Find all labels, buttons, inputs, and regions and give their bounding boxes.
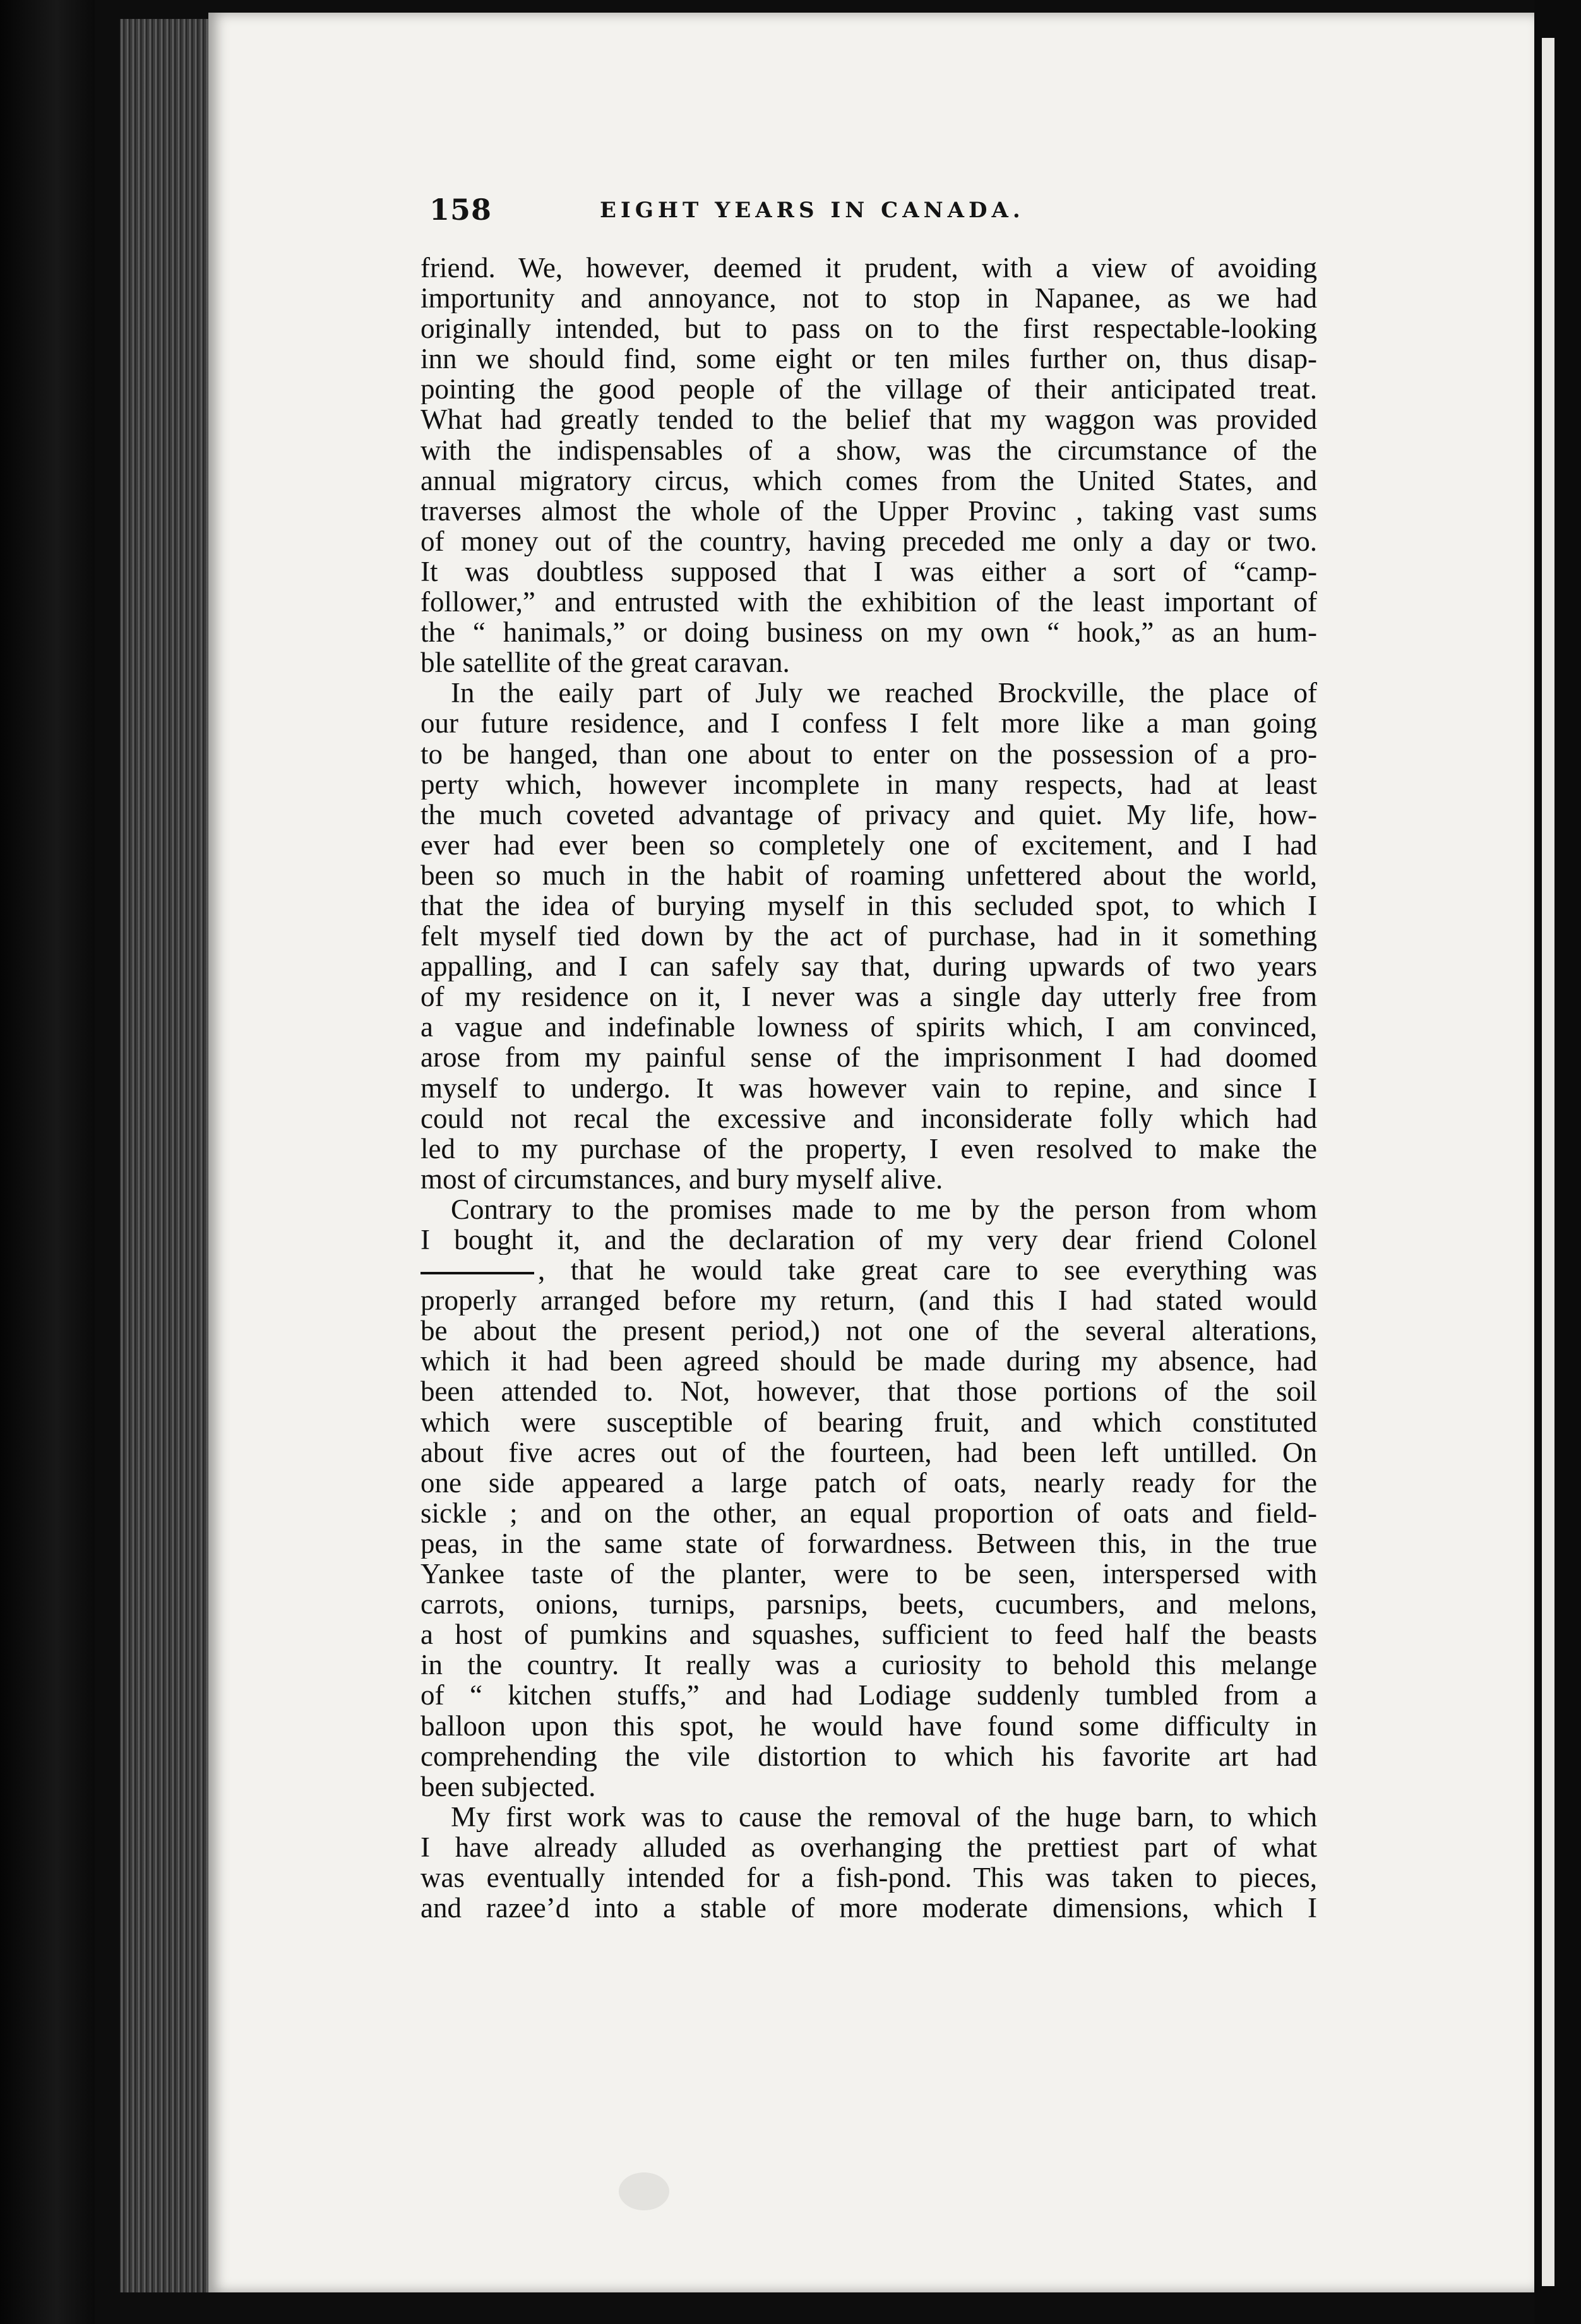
next-page-edge [1542, 38, 1554, 2286]
paragraph-start-line: Contrary to the promises made to me by the person from whom [451, 1194, 1317, 1225]
text-line: ever had ever been so completely one of excitement, and I had [421, 829, 1317, 860]
text-line: been so much in the habit of roaming unfettered about the world, [421, 860, 1317, 890]
book-spine-shadow [0, 0, 95, 2324]
text-line: be about the present period,) not one of the several alterations, [421, 1315, 1317, 1346]
page-number: 158 [429, 193, 492, 227]
paper-smudge [619, 2172, 669, 2210]
text-line: sickle ; and on the other, an equal proportion of oats and field- [421, 1497, 1317, 1528]
text-line: and razee’d into a stable of more moderate dimensions, which I [421, 1893, 1317, 1924]
text-line: Yankee taste of the planter, were to be seen, interspersed with [421, 1559, 1317, 1590]
text-line: balloon upon this spot, he would have found some difficulty in [421, 1710, 1317, 1741]
text-line: It was doubtless supposed that I was either a sort of “camp- [421, 556, 1317, 587]
text-line: about five acres out of the fourteen, had been left untilled. On [421, 1437, 1317, 1468]
text-line: follower,” and entrusted with the exhibition of the least important of [421, 587, 1317, 618]
text-line: a vague and indefinable lowness of spirits which, I am convinced, [421, 1012, 1317, 1043]
page-edges [120, 19, 221, 2292]
text-line: that the idea of burying myself in this secluded spot, to which I [421, 890, 1317, 921]
text-line: of my residence on it, I never was a single day utterly free from [421, 981, 1317, 1012]
text-line: importunity and annoyance, not to stop in Napanee, as we had [421, 283, 1317, 314]
text-line: was eventually intended for a fish-pond. This was taken to pieces, [421, 1862, 1317, 1893]
running-head: EIGHT YEARS IN CANADA. [600, 198, 1025, 223]
blank-dash [421, 1272, 534, 1274]
text-line: perty which, however incomplete in many respects, had at least [421, 769, 1317, 800]
text-line: I have already alluded as overhanging the prettiest part of what [421, 1831, 1317, 1862]
text-line: comprehending the vile distortion to which his favorite art had [421, 1740, 1317, 1771]
paragraph-start-line: My first work was to cause the removal of the huge barn, to which [451, 1801, 1317, 1832]
text-line: been attended to. Not, however, that those portions of the soil [421, 1376, 1317, 1407]
text-line: properly arranged before my return, (and this I had stated would [421, 1285, 1317, 1316]
text-line: of money out of the country, having preceded me only a day or two. [421, 525, 1317, 556]
text-line: originally intended, but to pass on to the first respectable-looking [421, 313, 1317, 344]
text-line: felt myself tied down by the act of purchase, had in it something [421, 921, 1317, 952]
text-line: led to my purchase of the property, I even resolved to make the [421, 1133, 1317, 1164]
text-line: peas, in the same state of forwardness. Between this, in the true [421, 1528, 1317, 1559]
text-line: annual migratory circus, which comes from the United States, and [421, 465, 1317, 496]
text-line: a host of pumkins and squashes, sufficient to feed half the beasts [421, 1619, 1317, 1650]
text-line: with the indispensables of a show, was the circumstance of the [421, 434, 1317, 465]
paragraph-start-line: In the eaily part of July we reached Brockville, the place of [451, 678, 1317, 709]
text-line: which it had been agreed should be made during my absence, had [421, 1346, 1317, 1377]
page-header [429, 193, 1086, 231]
text-line: one side appeared a large patch of oats, nearly ready for the [421, 1467, 1317, 1498]
text-line: pointing the good people of the village of their anticipated treat. [421, 374, 1317, 405]
text-line: in the country. It really was a curiosity to behold this melange [421, 1650, 1317, 1680]
text-line: traverses almost the whole of the Upper Provinc , taking vast sums [421, 495, 1317, 526]
text-line: inn we should find, some eight or ten miles further on, thus disap- [421, 344, 1317, 374]
text-line: friend. We, however, deemed it prudent, with a view of avoiding [421, 253, 1317, 284]
text-line: myself to undergo. It was however vain to repine, and since I [421, 1072, 1317, 1103]
text-line: could not recal the excessive and inconsiderate folly which had [421, 1103, 1317, 1134]
text-line: I bought it, and the declaration of my very dear friend Colonel [421, 1225, 1317, 1255]
text-line-with-dash [421, 1255, 1317, 1285]
text-line: the “ hanimals,” or doing business on my own “ hook,” as an hum- [421, 617, 1317, 648]
text-line: carrots, onions, turnips, parsnips, beets, cucumbers, and melons, [421, 1589, 1317, 1620]
text-line: to be hanged, than one about to enter on the possession of a pro- [421, 738, 1317, 769]
text-line: appalling, and I can safely say that, during upwards of two years [421, 951, 1317, 982]
text-line: most of circumstances, and bury myself alive. [421, 1163, 943, 1194]
text-line: been subjected. [421, 1771, 596, 1802]
text-line: which were susceptible of bearing fruit, and which constituted [421, 1406, 1317, 1437]
text-line: of “ kitchen stuffs,” and had Lodiage suddenly tumbled from a [421, 1680, 1317, 1711]
body-text [421, 253, 1317, 1923]
text-line: our future residence, and I confess I felt more like a man going [421, 708, 1317, 739]
text-line: the much coveted advantage of privacy and quiet. My life, how- [421, 799, 1317, 830]
text-line-remainder: , that he would take great care to see everything was [538, 1255, 1317, 1286]
text-line: What had greatly tended to the belief that my waggon was provided [421, 404, 1317, 435]
text-line: arose from my painful sense of the imprisonment I had doomed [421, 1042, 1317, 1073]
text-line: ble satellite of the great caravan. [421, 647, 790, 678]
